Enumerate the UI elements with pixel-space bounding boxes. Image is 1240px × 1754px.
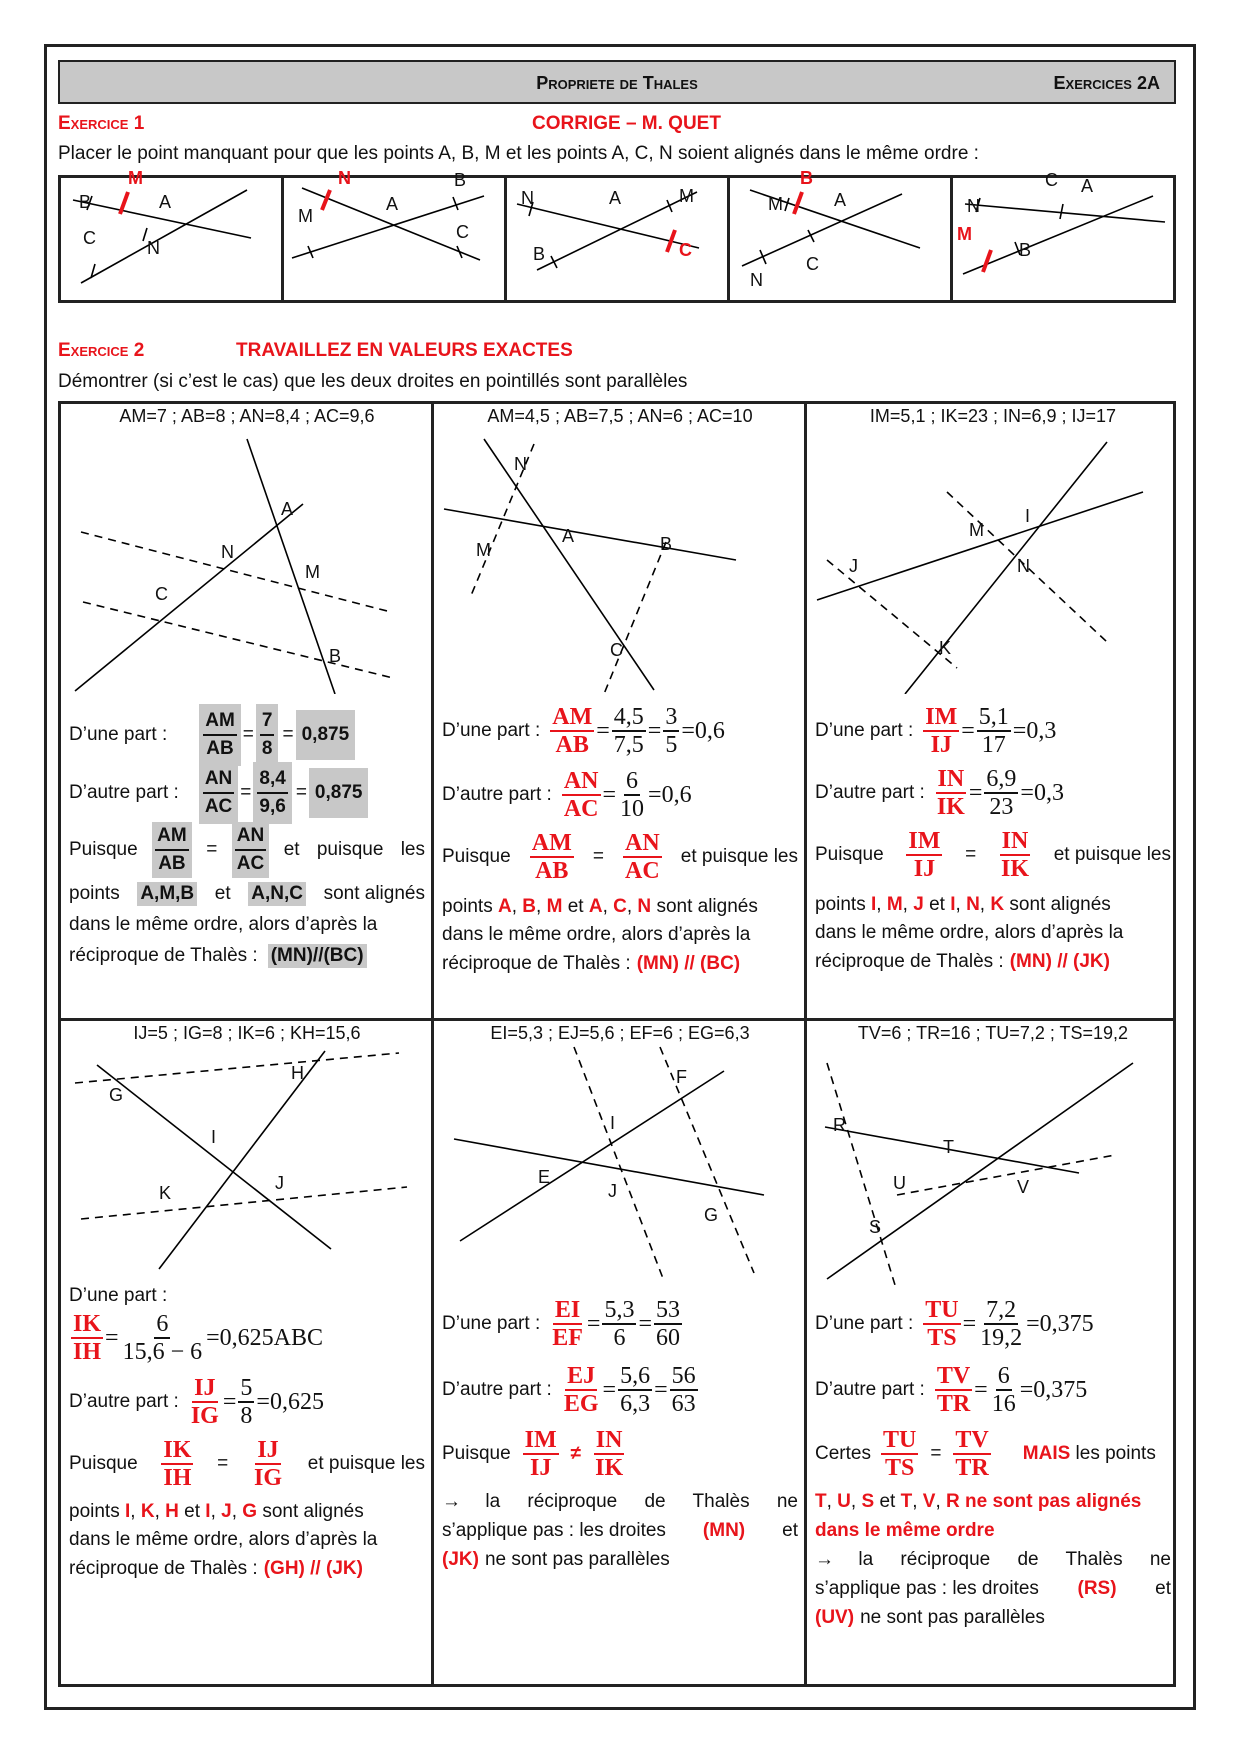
ex1-f1-label: M <box>128 168 143 188</box>
ex1-f4-label: B <box>800 168 813 188</box>
ex1-figures <box>58 168 1176 303</box>
fraction: $\frac{IM}{IJ}$ <box>524 1427 557 1481</box>
step-1: $\frac{IK}{IH}$ = $\frac{6}{15,6 - 6}$ = 0,625ABC <box>73 1311 324 1365</box>
fraction: $\frac{EI}{EF}$ <box>552 1297 583 1351</box>
step-1: D’une part : $\frac{AM}{AB}$ = $\frac{7}{8}$ = 0,875 <box>69 704 355 766</box>
step-7: s’applique pas : les droites (RS) et <box>815 1578 1171 1599</box>
fraction: $\frac{AM}{AB}$ <box>152 822 192 878</box>
point-label: N <box>1017 556 1030 576</box>
given-values: AM=4,5 ; AB=7,5 ; AN=6 ; AC=10 <box>487 406 753 426</box>
step-2: D’autre part : $\frac{AN}{AC}$ = $\frac{8,4}{9,6}$ = 0,875 <box>69 762 368 824</box>
point-label: K <box>159 1183 172 1203</box>
point-label: S <box>869 1217 882 1237</box>
fraction: $\frac{IN}{IK}$ <box>595 1427 624 1481</box>
fraction: $\frac{IJ}{IG}$ <box>254 1437 283 1491</box>
ex1-instruction: Placer le point manquant pour que les points A, B, M et les points A, C, N soient alignés dans le même ordre : <box>58 143 979 164</box>
fraction: $\frac{53}{60}$ <box>656 1297 680 1351</box>
step-5: dans le même ordre, alors d’après la <box>815 922 1124 943</box>
fraction: $\frac{TU}{TS}$ <box>925 1297 959 1351</box>
fraction: $\frac{5,1}{17}$ <box>978 704 1009 758</box>
step-2: D’autre part : $\frac{AN}{AC}$ = $\frac{6}{10}$ = 0,6 <box>442 768 692 822</box>
ex1-figure-2 <box>284 168 507 300</box>
step-3: Certes $\frac{TU}{TS}$ = $\frac{TV}{TR}$ MAIS les points <box>815 1427 1156 1481</box>
given-values: IJ=5 ; IG=8 ; IK=6 ; KH=15,6 <box>133 1023 361 1043</box>
ex1-f5-label: B <box>1019 240 1032 260</box>
step-1: D’une part : $\frac{AM}{AB}$ = $\frac{4,5}{7,5}$ = $\frac{3}{5}$ = 0,6 <box>442 704 725 758</box>
point-label: G <box>704 1205 719 1225</box>
point-label: R <box>833 1115 846 1135</box>
arrow-icon: → <box>815 1549 834 1570</box>
fraction: $\frac{AM}{AB}$ <box>531 830 572 884</box>
fraction: $\frac{IN}{IK}$ <box>1000 828 1029 882</box>
point-label: T <box>943 1137 954 1157</box>
step-6: → la réciproque de Thalès ne <box>815 1549 1171 1570</box>
fraction: $\frac{4,5}{7,5}$ <box>613 704 644 758</box>
fraction: $\frac{5,6}{6,3}$ <box>620 1363 651 1417</box>
fraction: $\frac{6}{16}$ <box>991 1363 1016 1417</box>
fraction: $\frac{IM}{IJ}$ <box>925 704 958 758</box>
ex1-f3-label: N <box>521 188 534 208</box>
point-label: B <box>329 646 342 666</box>
ex2-title: Exercice 2 <box>58 340 145 361</box>
point-label: H <box>291 1063 304 1083</box>
corrige-label: CORRIGE – M. QUET <box>532 113 721 134</box>
step-2: D’autre part : $\frac{IJ}{IG}$ = $\frac{5}{8}$ = 0,625 <box>69 1375 324 1429</box>
point-label: F <box>676 1067 687 1087</box>
fraction: $\frac{56}{63}$ <box>671 1363 696 1417</box>
point-label: B <box>660 534 673 554</box>
ex2-box-3 <box>807 404 1179 1022</box>
conclusion: (GH) // (JK) <box>263 1558 363 1579</box>
result: 0,875 <box>309 768 369 818</box>
fraction: $\frac{TU}{TS}$ <box>882 1427 917 1481</box>
ex1-figure-5-drawing <box>953 178 1173 300</box>
ex2-box-1 <box>61 404 433 1022</box>
fraction: $\frac{6,9}{23}$ <box>986 766 1017 820</box>
point-label: A <box>281 499 294 519</box>
arrow-icon: → <box>442 1491 461 1512</box>
point-label: C <box>610 640 623 660</box>
fraction: $\frac{AN}{AC}$ <box>199 762 238 824</box>
ex1-f1-label: B <box>79 192 92 212</box>
fraction: $\frac{5,3}{6}$ <box>604 1297 635 1351</box>
point-label: N <box>514 454 527 474</box>
point-label: E <box>538 1167 551 1187</box>
ex1-figure-5 <box>953 170 1173 300</box>
given-values: IM=5,1 ; IK=23 ; IN=6,9 ; IJ=17 <box>869 406 1117 426</box>
figure-6 <box>807 1021 1177 1291</box>
conclusion: (MN) // (BC) <box>636 953 741 974</box>
fraction: $\frac{AN}{AC}$ <box>563 768 599 822</box>
figure-4 <box>61 1021 431 1291</box>
ex2-subtitle: TRAVAILLEZ EN VALEURS EXACTES <box>236 340 573 361</box>
point-label: I <box>610 1113 616 1133</box>
point-label: M <box>476 540 491 560</box>
fraction: $\frac{TV}{TR}$ <box>955 1427 989 1481</box>
ex1-f2-label: C <box>456 222 469 242</box>
step-4: points I , M , J et I , N , K sont alignés <box>815 894 1111 915</box>
point-label: K <box>939 638 952 658</box>
step-6: réciproque de Thalès : (MN)//(BC) <box>69 944 367 968</box>
ex1-f2-label: A <box>386 194 399 214</box>
figure-1 <box>61 404 431 694</box>
step-5: dans le même ordre, alors d’après la <box>69 914 378 935</box>
ex2-box-5 <box>434 1021 806 1687</box>
ex1-figure-4 <box>730 168 953 300</box>
fraction: $\frac{7,2}{19,2}$ <box>980 1297 1023 1351</box>
step-6: réciproque de Thalès : (MN) // (BC) <box>442 953 741 974</box>
ex1-f4-label: M <box>768 194 783 214</box>
fraction: $\frac{IM}{IJ}$ <box>908 828 941 882</box>
fraction: $\frac{TV}{TR}$ <box>936 1363 971 1417</box>
point-label: M <box>305 562 320 582</box>
step-3: Puisque $\frac{AM}{AB}$ = $\frac{AN}{AC}$ et puisque les <box>442 830 798 884</box>
step-4: points A , B , M et A , C , N sont alignés <box>442 896 758 917</box>
step-1: D’une part : $\frac{IM}{IJ}$ = $\frac{5,1}{17}$ = 0,3 <box>815 704 1057 758</box>
fraction: $\frac{EJ}{EG}$ <box>563 1363 599 1417</box>
figure-3 <box>807 404 1177 694</box>
step-6: réciproque de Thalès : (GH) // (JK) <box>69 1558 363 1579</box>
fraction: $\frac{7}{8}$ <box>256 704 279 766</box>
fraction: $\frac{3}{5}$ <box>665 704 678 758</box>
step-5: s’applique pas : les droites (MN) et <box>442 1520 798 1541</box>
step-4: T , U , S et T , V , R ne sont pas alignés <box>815 1491 1142 1512</box>
point-label: A <box>562 526 575 546</box>
step-3: Puisque $\frac{IK}{IH}$ = $\frac{IJ}{IG}$ et puisque les <box>69 1437 425 1491</box>
point-label: I <box>1025 506 1031 526</box>
ex2-box-4 <box>61 1021 433 1687</box>
fraction: $\frac{IK}{IH}$ <box>73 1311 102 1365</box>
ex1-f3-label: B <box>533 244 546 264</box>
point-label: U <box>893 1173 906 1193</box>
step-8: (UV) ne sont pas parallèles <box>815 1607 1045 1628</box>
step-1: D’une part : $\frac{TU}{TS}$ = $\frac{7,2}{19,2}$ = 0,375 <box>815 1297 1094 1351</box>
step-2: D’autre part : $\frac{IN}{IK}$ = $\frac{6,9}{23}$ = 0,3 <box>815 766 1064 820</box>
fraction: $\frac{6}{15,6 - 6}$ <box>122 1311 203 1365</box>
given-values: TV=6 ; TR=16 ; TU=7,2 ; TS=19,2 <box>857 1023 1129 1043</box>
step-6: réciproque de Thalès : (MN) // (JK) <box>815 951 1110 972</box>
ex1-f2-label: M <box>298 206 313 226</box>
step-3: Puisque $\frac{AM}{AB}$ = $\frac{AN}{AC}$ et puisque les <box>69 822 425 878</box>
ex1-figure-1 <box>61 168 284 300</box>
step-1-label: D’une part : <box>69 1285 168 1306</box>
point-label: J <box>608 1181 617 1201</box>
point-label: J <box>849 556 858 576</box>
fraction: $\frac{AM}{AB}$ <box>199 704 241 766</box>
page-header <box>58 60 1176 104</box>
ex1-title: Exercice 1 <box>58 113 145 134</box>
ex1-figure-3 <box>507 178 730 300</box>
step-2: D’autre part : $\frac{EJ}{EG}$ = $\frac{5,6}{6,3}$ = $\frac{56}{63}$ <box>442 1363 696 1417</box>
ex2-box-6 <box>807 1021 1179 1687</box>
fraction: $\frac{IK}{IH}$ <box>163 1437 192 1491</box>
fraction: $\frac{IN}{IK}$ <box>936 766 965 820</box>
ex1-f3-label: M <box>679 186 694 206</box>
step-3: Puisque $\frac{IM}{IJ}$ ≠ $\frac{IN}{IK}$ <box>442 1427 624 1481</box>
point-label: M <box>969 520 984 540</box>
ex1-f5-label: N <box>967 196 980 216</box>
point-label: C <box>155 584 168 604</box>
point-label: G <box>109 1085 124 1105</box>
given-values: AM=7 ; AB=8 ; AN=8,4 ; AC=9,6 <box>119 406 375 426</box>
ex1-f4-label: C <box>806 254 819 274</box>
step-4: → la réciproque de Thalès ne <box>442 1491 798 1512</box>
ex1-f3-label: A <box>609 188 622 208</box>
fraction: $\frac{AM}{AB}$ <box>552 704 593 758</box>
point-label: I <box>211 1127 217 1147</box>
ex1-f5-label: A <box>1081 176 1094 196</box>
ex1-f3-label: C <box>679 240 692 260</box>
exercise-tag: Exercices 2A <box>1053 73 1160 93</box>
ex2-instruction: Démontrer (si c’est le cas) que les deux droites en pointillés sont parallèles <box>58 371 688 392</box>
step-5: dans le même ordre <box>815 1520 995 1541</box>
conclusion: (MN)//(BC) <box>268 944 367 968</box>
ex2-grid <box>58 401 1176 1687</box>
fraction: $\frac{AN}{AC}$ <box>625 830 660 884</box>
step-4: points I , K , H et I , J , G sont alignés <box>69 1501 364 1522</box>
ex1-f1-label: C <box>83 228 96 248</box>
fraction: $\frac{AN}{AC}$ <box>232 822 269 878</box>
ex1-f2-label: N <box>338 168 351 188</box>
step-3: Puisque $\frac{IM}{IJ}$ = $\frac{IN}{IK}$ et puisque les <box>815 828 1171 882</box>
ex1-f1-label: N <box>147 238 160 258</box>
result: 0,875 <box>296 710 356 760</box>
given-values: EI=5,3 ; EJ=5,6 ; EF=6 ; EG=6,3 <box>490 1023 750 1043</box>
point-label: J <box>275 1173 284 1193</box>
figure-5 <box>434 1021 804 1291</box>
ex1-f4-label: N <box>750 270 763 290</box>
page-title: Propriete de Thales <box>536 73 698 93</box>
fraction: $\frac{5}{8}$ <box>240 1375 253 1429</box>
ex1-f5-label: M <box>957 224 972 244</box>
ex1-f1-label: A <box>159 192 172 212</box>
step-2: D’autre part : $\frac{TV}{TR}$ = $\frac{6}{16}$ = 0,375 <box>815 1363 1088 1417</box>
step-6: (JK) ne sont pas parallèles <box>442 1549 670 1570</box>
point-label: N <box>221 542 234 562</box>
ex1-f4-label: A <box>834 190 847 210</box>
step-4: points A,M,B et A,N,C sont alignés <box>69 883 425 904</box>
fraction: $\frac{IJ}{IG}$ <box>190 1375 219 1429</box>
ex2-box-2 <box>434 404 806 1022</box>
ex1-f5-label: C <box>1045 170 1058 190</box>
step-1: D’une part : $\frac{EI}{EF}$ = $\frac{5,3}{6}$ = $\frac{53}{60}$ <box>442 1297 680 1351</box>
step-5: dans le même ordre, alors d’après la <box>442 924 751 945</box>
fraction: $\frac{6}{10}$ <box>620 768 645 822</box>
fraction: $\frac{8,4}{9,6}$ <box>253 762 291 824</box>
ex1-f2-label: B <box>454 170 467 190</box>
point-label: V <box>1017 1177 1030 1197</box>
conclusion: (MN) // (JK) <box>1009 951 1110 972</box>
step-5: dans le même ordre, alors d’après la <box>69 1529 378 1550</box>
